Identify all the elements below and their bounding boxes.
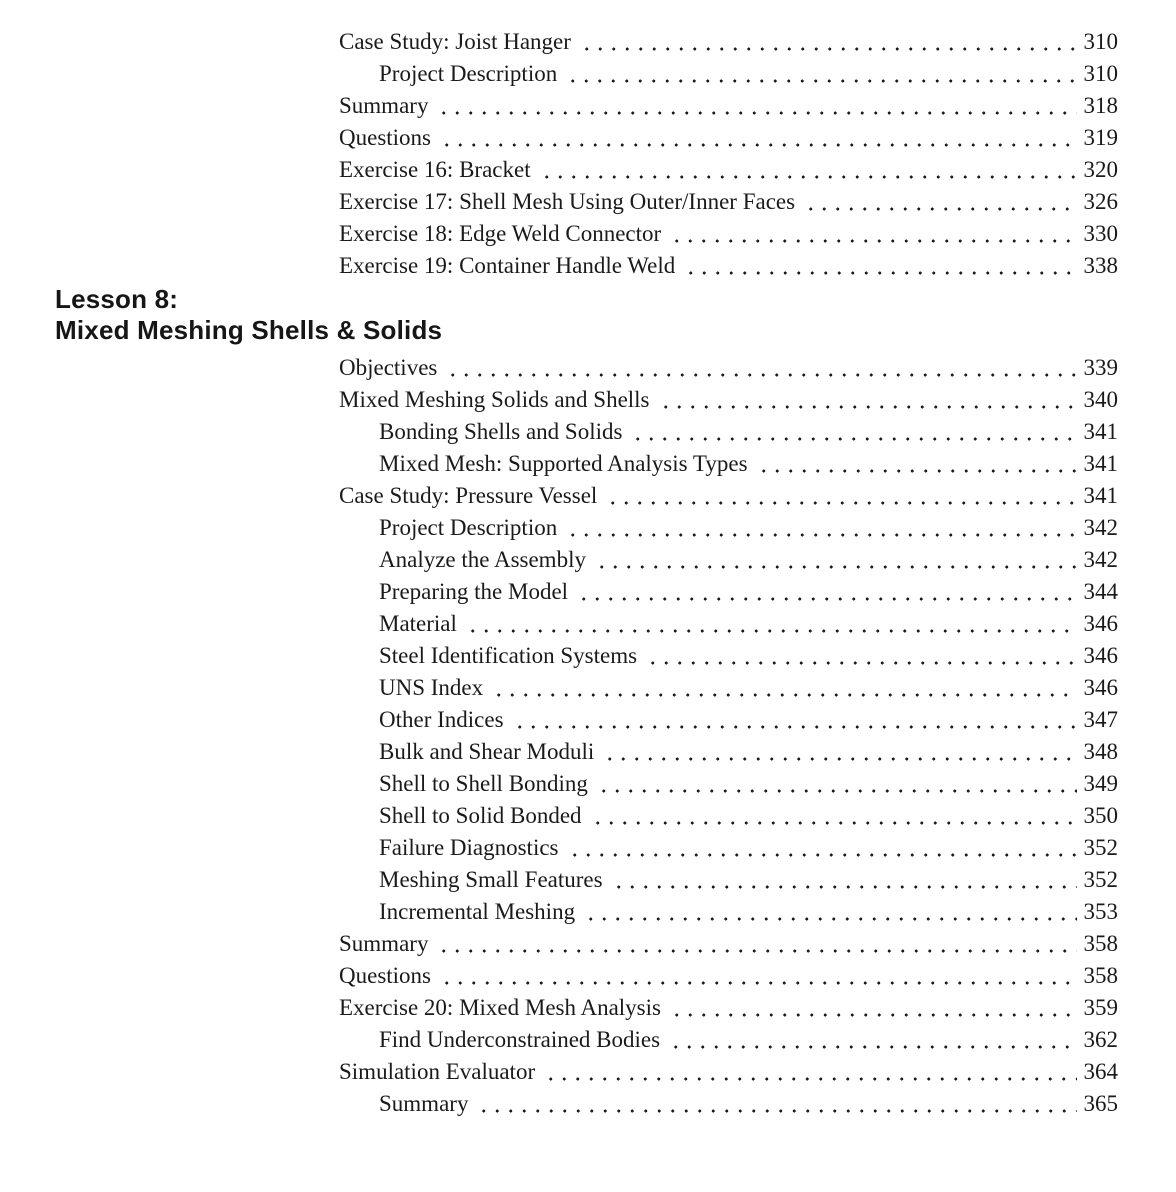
dot-leader [578, 26, 1077, 58]
toc-entry [339, 448, 1118, 480]
dot-leader [464, 608, 1077, 640]
lesson-title: Mixed Meshing Shells & Solids [55, 315, 443, 345]
toc-entry-label: Find Underconstrained Bodies [379, 1027, 661, 1052]
toc-entry-label: Exercise 17: Shell Mesh Using Outer/Inner Faces [339, 189, 796, 214]
toc-entry [339, 832, 1118, 864]
toc-entry [339, 992, 1118, 1024]
toc-entry-label: Exercise 16: Bracket [339, 157, 531, 182]
toc-entry [339, 250, 1118, 282]
dot-leader [511, 704, 1077, 736]
toc-entry-page: 341 [1083, 483, 1118, 508]
dot-leader [644, 640, 1077, 672]
dot-leader [490, 672, 1077, 704]
lesson-number: Lesson 8: [55, 284, 179, 314]
toc-entry-label: Exercise 18: Edge Weld Connector [339, 221, 662, 246]
lesson-heading [55, 284, 1176, 346]
toc-entry-label: Case Study: Joist Hanger [339, 29, 571, 54]
toc-entry [339, 90, 1118, 122]
toc-entry [339, 1088, 1118, 1120]
dot-leader [566, 832, 1078, 864]
dot-leader [601, 736, 1077, 768]
toc-entry-page: 330 [1083, 221, 1118, 246]
dot-leader [657, 384, 1077, 416]
toc-entry-page: 339 [1083, 355, 1118, 380]
toc-entry-label: Bulk and Shear Moduli [379, 739, 595, 764]
toc-entry-label: Meshing Small Features [379, 867, 603, 892]
dot-leader [610, 864, 1077, 896]
toc-entry-label: Summary [339, 931, 429, 956]
toc-entry [339, 480, 1118, 512]
toc-entry-page: 320 [1083, 157, 1118, 182]
toc-entry-page: 341 [1083, 419, 1118, 444]
toc-section-bottom [339, 352, 1118, 1120]
toc-entry-page: 338 [1083, 253, 1118, 278]
toc-entry [339, 576, 1118, 608]
toc-entry-page: 350 [1083, 803, 1118, 828]
toc-entry-label: Summary [339, 93, 429, 118]
dot-leader [564, 58, 1077, 90]
dot-leader [589, 800, 1077, 832]
toc-entry-label: Shell to Shell Bonding [379, 771, 588, 796]
toc-entry-label: Mixed Mesh: Supported Analysis Types [379, 451, 748, 476]
toc-entry-label: Mixed Meshing Solids and Shells [339, 387, 650, 412]
toc-entry-label: UNS Index [379, 675, 484, 700]
toc-entry-page: 346 [1083, 643, 1118, 668]
toc-entry-page: 358 [1083, 963, 1118, 988]
toc-entry [339, 26, 1118, 58]
toc-entry-label: Shell to Solid Bonded [379, 803, 582, 828]
toc-entry-page: 347 [1083, 707, 1118, 732]
dot-leader [595, 768, 1077, 800]
toc-entry-label: Bonding Shells and Solids [379, 419, 623, 444]
toc-entry [339, 512, 1118, 544]
toc-entry [339, 352, 1118, 384]
toc-entry [339, 864, 1118, 896]
toc-entry [339, 58, 1118, 90]
dot-leader [682, 250, 1077, 282]
toc-entry-label: Questions [339, 963, 431, 988]
toc-entry-page: 352 [1083, 835, 1118, 860]
dot-leader [538, 154, 1077, 186]
toc-entry [339, 544, 1118, 576]
toc-entry-page: 364 [1083, 1059, 1118, 1084]
toc-entry [339, 928, 1118, 960]
toc-entry [339, 768, 1118, 800]
toc-entry-label: Exercise 19: Container Handle Weld [339, 253, 676, 278]
toc-entry-page: 341 [1083, 451, 1118, 476]
toc-entry [339, 416, 1118, 448]
toc-entry-page: 319 [1083, 125, 1118, 150]
toc-entry-page: 342 [1083, 547, 1118, 572]
toc-entry [339, 672, 1118, 704]
dot-leader [668, 992, 1077, 1024]
toc-entry-page: 310 [1083, 29, 1118, 54]
toc-entry [339, 1024, 1118, 1056]
dot-leader [667, 1024, 1077, 1056]
toc-entry-label: Material [379, 611, 457, 636]
toc-entry-label: Simulation Evaluator [339, 1059, 536, 1084]
dot-leader [438, 122, 1077, 154]
dot-leader [755, 448, 1077, 480]
toc-entry-label: Project Description [379, 515, 558, 540]
toc-entry [339, 1056, 1118, 1088]
toc-entry-page: 342 [1083, 515, 1118, 540]
toc-entry-label: Project Description [379, 61, 558, 86]
toc-entry-label: Summary [379, 1091, 469, 1116]
toc-entry-page: 358 [1083, 931, 1118, 956]
dot-leader [668, 218, 1077, 250]
toc-entry [339, 800, 1118, 832]
toc-entry-page: 362 [1083, 1027, 1118, 1052]
toc-entry-label: Exercise 20: Mixed Mesh Analysis [339, 995, 661, 1020]
toc-entry [339, 736, 1118, 768]
toc-entry-label: Preparing the Model [379, 579, 569, 604]
dot-leader [444, 352, 1077, 384]
toc-entry-label: Case Study: Pressure Vessel [339, 483, 598, 508]
dot-leader [582, 896, 1077, 928]
dot-leader [438, 960, 1077, 992]
toc-entry-page: 365 [1083, 1091, 1118, 1116]
toc-entry [339, 186, 1118, 218]
toc-entry [339, 608, 1118, 640]
toc-entry-label: Incremental Meshing [379, 899, 576, 924]
dot-leader [435, 928, 1077, 960]
dot-leader [593, 544, 1077, 576]
toc-entry [339, 218, 1118, 250]
toc-entry-page: 353 [1083, 899, 1118, 924]
toc-entry-page: 346 [1083, 675, 1118, 700]
toc-entry-page: 352 [1083, 867, 1118, 892]
toc-entry-page: 348 [1083, 739, 1118, 764]
dot-leader [475, 1088, 1077, 1120]
toc-entry-page: 310 [1083, 61, 1118, 86]
toc-entry-page: 346 [1083, 611, 1118, 636]
toc-entry-page: 318 [1083, 93, 1118, 118]
toc-entry-label: Other Indices [379, 707, 504, 732]
toc-entry-page: 359 [1083, 995, 1118, 1020]
toc-entry-label: Objectives [339, 355, 438, 380]
toc-entry [339, 154, 1118, 186]
toc-entry [339, 640, 1118, 672]
toc-entry [339, 896, 1118, 928]
toc-entry [339, 704, 1118, 736]
toc-entry-label: Steel Identification Systems [379, 643, 638, 668]
toc-entry [339, 960, 1118, 992]
toc-entry [339, 122, 1118, 154]
toc-entry-page: 349 [1083, 771, 1118, 796]
toc-entry-page: 326 [1083, 189, 1118, 214]
dot-leader [564, 512, 1077, 544]
toc-section-top [339, 0, 1118, 282]
dot-leader [435, 90, 1077, 122]
dot-leader [802, 186, 1077, 218]
toc-entry-page: 340 [1083, 387, 1118, 412]
toc-entry-label: Questions [339, 125, 431, 150]
toc-entry-page: 344 [1083, 579, 1118, 604]
dot-leader [575, 576, 1077, 608]
toc-entry [339, 384, 1118, 416]
dot-leader [629, 416, 1077, 448]
dot-leader [604, 480, 1077, 512]
toc-entry-label: Analyze the Assembly [379, 547, 586, 572]
dot-leader [542, 1056, 1077, 1088]
toc-entry-label: Failure Diagnostics [379, 835, 559, 860]
